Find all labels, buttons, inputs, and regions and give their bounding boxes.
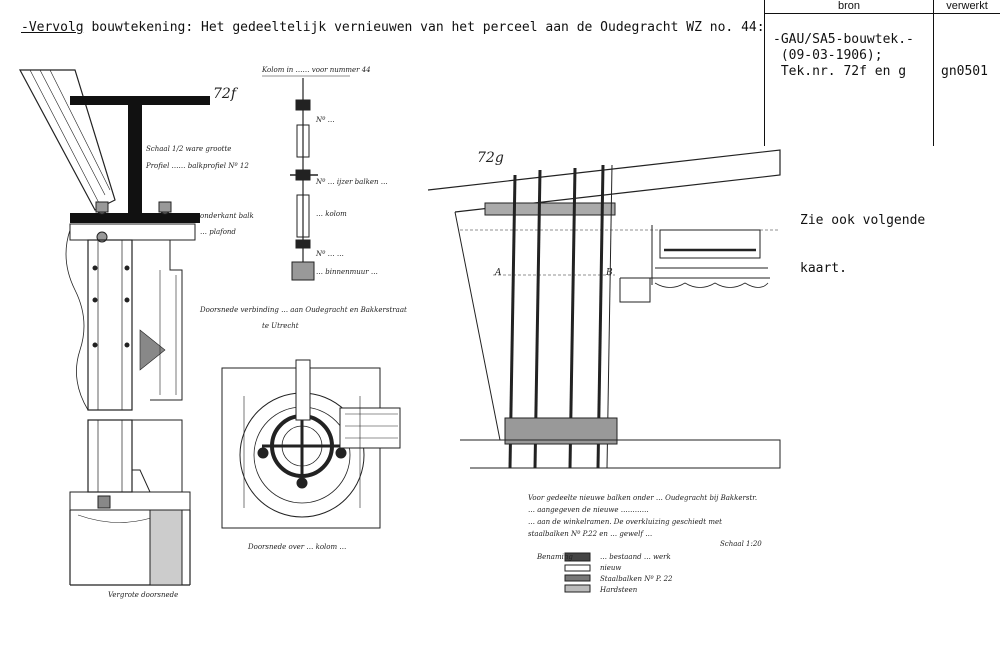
source-line: (09-03-1906); (773, 48, 883, 63)
section-marker-b: B (606, 268, 613, 278)
i-beam-web (128, 105, 142, 215)
legend-title: Benaming (537, 553, 573, 561)
column-title: Kolom in …… voor nummer 44 (262, 66, 371, 74)
note-line: Zie ook volgende (800, 213, 926, 228)
sheet-number-right: 72g (477, 150, 504, 166)
sheet-number-left: 72f (213, 86, 236, 102)
processed-code: gn0501 (941, 64, 988, 79)
round-column-section (222, 360, 400, 528)
cross-section-72g (428, 150, 780, 468)
i-beam-top-flange (70, 96, 210, 105)
description-line: … aangegeven de nieuwe ………… (528, 506, 649, 514)
source-line: Tek.nr. 72f en g (773, 64, 907, 79)
column-label: … kolom (316, 210, 347, 218)
legend-entry: … bestaand … werk (600, 553, 671, 561)
column-header-verwerkt: verwerkt (946, 0, 988, 12)
legend-entry: nieuw (600, 564, 622, 572)
scale-note: Schaal 1:20 (720, 540, 762, 548)
title-text: bouwtekening: Het gedeeltelijk vernieuwen van het perceel aan de Oudegracht WZ no. 44: (83, 20, 765, 35)
beam-note: Profiel …… balkprofiel Nº 12 (146, 162, 249, 170)
legend-entry: Hardsteen (600, 586, 638, 594)
description-line: … aan de winkelramen. De overkluizing geschiedt met (528, 518, 722, 526)
detail-title: Doorsnede verbinding … aan Oudegracht en Bakkerstraat (200, 306, 407, 314)
source-line: -GAU/SA5-bouwtek.- (773, 32, 914, 47)
plafond-note: … plafond (200, 228, 236, 236)
column-header-bron: bron (837, 0, 861, 12)
beam-note: Schaal 1/2 ware grootte (146, 145, 232, 153)
bottom-caption: Vergrote doorsnede (108, 591, 179, 599)
section-marker-a: A (495, 268, 502, 278)
plafond-note: onderkant balk (200, 212, 254, 220)
column-label: Nº … … (316, 250, 344, 258)
legend-entry: Staalbalken Nº P. 22 (600, 575, 673, 583)
note-line: kaart. (800, 261, 847, 276)
detail-title: te Utrecht (262, 322, 299, 330)
column-label: Nº … (316, 116, 335, 124)
column-label: Nº … ijzer balken … (316, 178, 388, 186)
description-line: Voor gedeelte nieuwe balken onder … Oudegracht bij Bakkerstr. (528, 494, 758, 502)
i-beam-bottom-flange (70, 213, 200, 223)
description-line: staalbalken Nº P.22 en … gewelf … (528, 530, 653, 538)
column-label: … binnenmuur … (316, 268, 378, 276)
title-prefix: -Vervolg (21, 20, 84, 35)
round-section-caption: Doorsnede over … kolom … (248, 543, 347, 551)
